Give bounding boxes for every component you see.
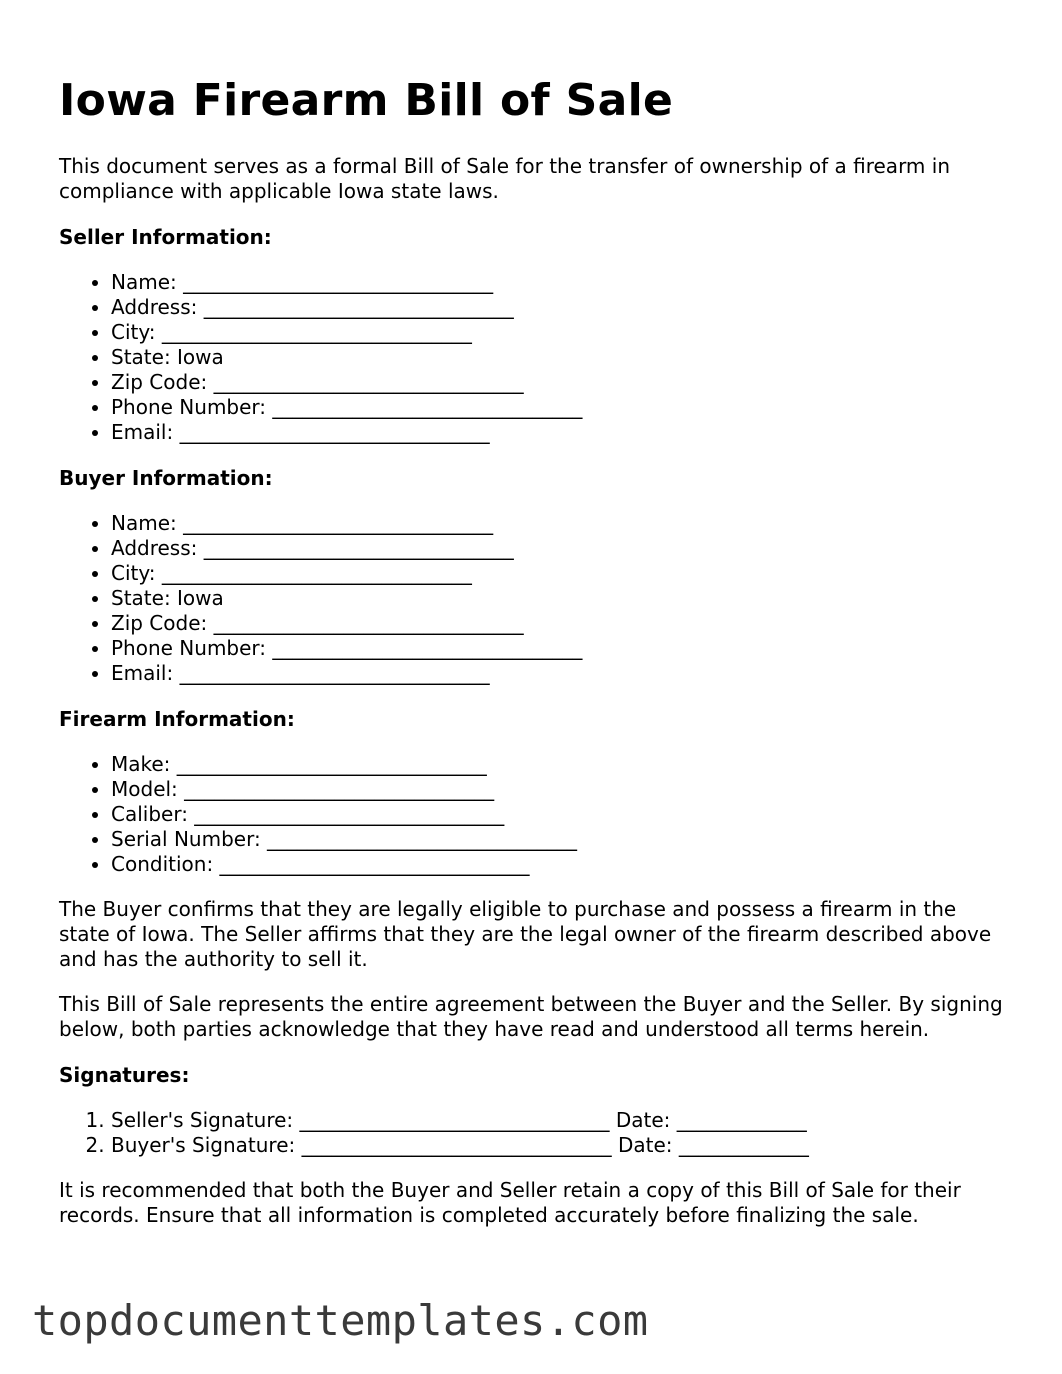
buyer-address-field: • Address: _______________________________ [111, 536, 1009, 561]
agreement-paragraph: This Bill of Sale represents the entire agreement between the Buyer and the Seller. By signing below, both parties acknowledge that they have read and understood all terms herein. [59, 992, 1003, 1041]
firearm-make-field: • Make: _______________________________ [111, 752, 1009, 777]
seller-address-field: • Address: _______________________________ [111, 295, 1009, 320]
signatures-list [59, 1108, 1009, 1158]
firearm-info-list [59, 752, 1009, 877]
seller-name-field: • Name: _______________________________ [111, 270, 1009, 295]
eligibility-paragraph: The Buyer confirms that they are legally eligible to purchase and possess a firearm in the state of Iowa. The Seller affirms that they are the legal owner of the firearm described above and has the authority to sell it. [59, 897, 992, 971]
site-watermark: topdocumenttemplates.com [32, 1296, 649, 1345]
firearm-condition-field: • Condition: _______________________________ [111, 852, 1009, 877]
document-title: Iowa Firearm Bill of Sale [59, 75, 674, 126]
signatures-section-heading: Signatures: [59, 1063, 190, 1087]
document-page [59, 74, 1009, 1228]
seller-signature-line: 1. Seller's Signature: _______________________________ Date: _____________ [111, 1108, 1009, 1133]
buyer-state-field: • State: Iowa [111, 586, 1009, 611]
buyer-name-field: • Name: _______________________________ [111, 511, 1009, 536]
firearm-caliber-field: • Caliber: _______________________________ [111, 802, 1009, 827]
seller-phone-field: • Phone Number: _______________________________ [111, 395, 1009, 420]
buyer-city-field: • City: _______________________________ [111, 561, 1009, 586]
intro-paragraph: This document serves as a formal Bill of Sale for the transfer of ownership of a firearm in compliance with applicable Iowa state laws. [59, 154, 951, 203]
buyer-info-list [59, 511, 1009, 686]
firearm-serial-field: • Serial Number: _______________________________ [111, 827, 1009, 852]
seller-zip-field: • Zip Code: _______________________________ [111, 370, 1009, 395]
seller-city-field: • City: _______________________________ [111, 320, 1009, 345]
seller-section-heading: Seller Information: [59, 225, 272, 249]
seller-email-field: • Email: _______________________________ [111, 420, 1009, 445]
buyer-zip-field: • Zip Code: _______________________________ [111, 611, 1009, 636]
buyer-section-heading: Buyer Information: [59, 466, 273, 490]
buyer-email-field: • Email: _______________________________ [111, 661, 1009, 686]
seller-info-list [59, 270, 1009, 445]
buyer-signature-line: 2. Buyer's Signature: _______________________________ Date: _____________ [111, 1133, 1009, 1158]
seller-state-field: • State: Iowa [111, 345, 1009, 370]
firearm-model-field: • Model: _______________________________ [111, 777, 1009, 802]
buyer-phone-field: • Phone Number: _______________________________ [111, 636, 1009, 661]
firearm-section-heading: Firearm Information: [59, 707, 295, 731]
closing-paragraph: It is recommended that both the Buyer and Seller retain a copy of this Bill of Sale for their records. Ensure that all information is completed accurately before finalizing the sale. [59, 1178, 961, 1227]
